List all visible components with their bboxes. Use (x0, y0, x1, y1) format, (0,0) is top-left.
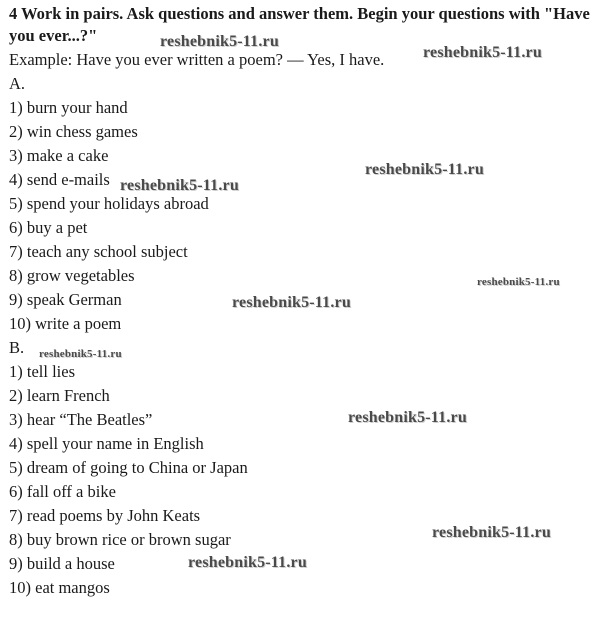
section-a-item: 7) teach any school subject (9, 242, 188, 261)
watermark: reshebnik5-11.ru (477, 276, 560, 288)
section-a-item: 3) make a cake (9, 146, 109, 165)
section-b-item: 9) build a house (9, 554, 115, 573)
section-a-item: 2) win chess games (9, 122, 138, 141)
section-a-item: 6) buy a pet (9, 218, 88, 237)
section-a-item: 4) send e-mails (9, 170, 110, 189)
section-a-label: A. (9, 74, 26, 93)
watermark: reshebnik5-11.ru (232, 294, 351, 311)
section-b-item: 6) fall off a bike (9, 482, 116, 501)
section-a-item: 10) write a poem (9, 314, 122, 333)
section-b-item: 2) learn French (9, 386, 110, 405)
watermark: reshebnik5-11.ru (160, 33, 279, 50)
watermark: reshebnik5-11.ru (188, 554, 307, 571)
section-a-item: 1) burn your hand (9, 98, 128, 117)
section-b-item: 3) hear “The Beatles” (9, 410, 153, 429)
section-b-label: B. (9, 338, 25, 357)
watermark: reshebnik5-11.ru (120, 177, 239, 194)
section-b-item: 8) buy brown rice or brown sugar (9, 530, 231, 549)
section-b-item: 7) read poems by John Keats (9, 506, 201, 525)
section-b-item: 5) dream of going to China or Japan (9, 458, 248, 477)
watermark: reshebnik5-11.ru (423, 44, 542, 61)
section-b-item: 10) eat mangos (9, 578, 110, 597)
watermark: reshebnik5-11.ru (39, 348, 122, 360)
watermark: reshebnik5-11.ru (348, 409, 467, 426)
section-b-item: 1) tell lies (9, 362, 75, 381)
task-heading: 4 Work in pairs. Ask questions and answer them. Begin your questions with "Have you ever...?" (9, 4, 590, 45)
watermark: reshebnik5-11.ru (365, 161, 484, 178)
example-sentence: Example: Have you ever written a poem? — Yes, I have. (9, 50, 385, 69)
section-b-item: 4) spell your name in English (9, 434, 204, 453)
section-a-item: 8) grow vegetables (9, 266, 135, 285)
section-a-item: 5) spend your holidays abroad (9, 194, 209, 213)
section-a-item: 9) speak German (9, 290, 122, 309)
watermark: reshebnik5-11.ru (432, 524, 551, 541)
